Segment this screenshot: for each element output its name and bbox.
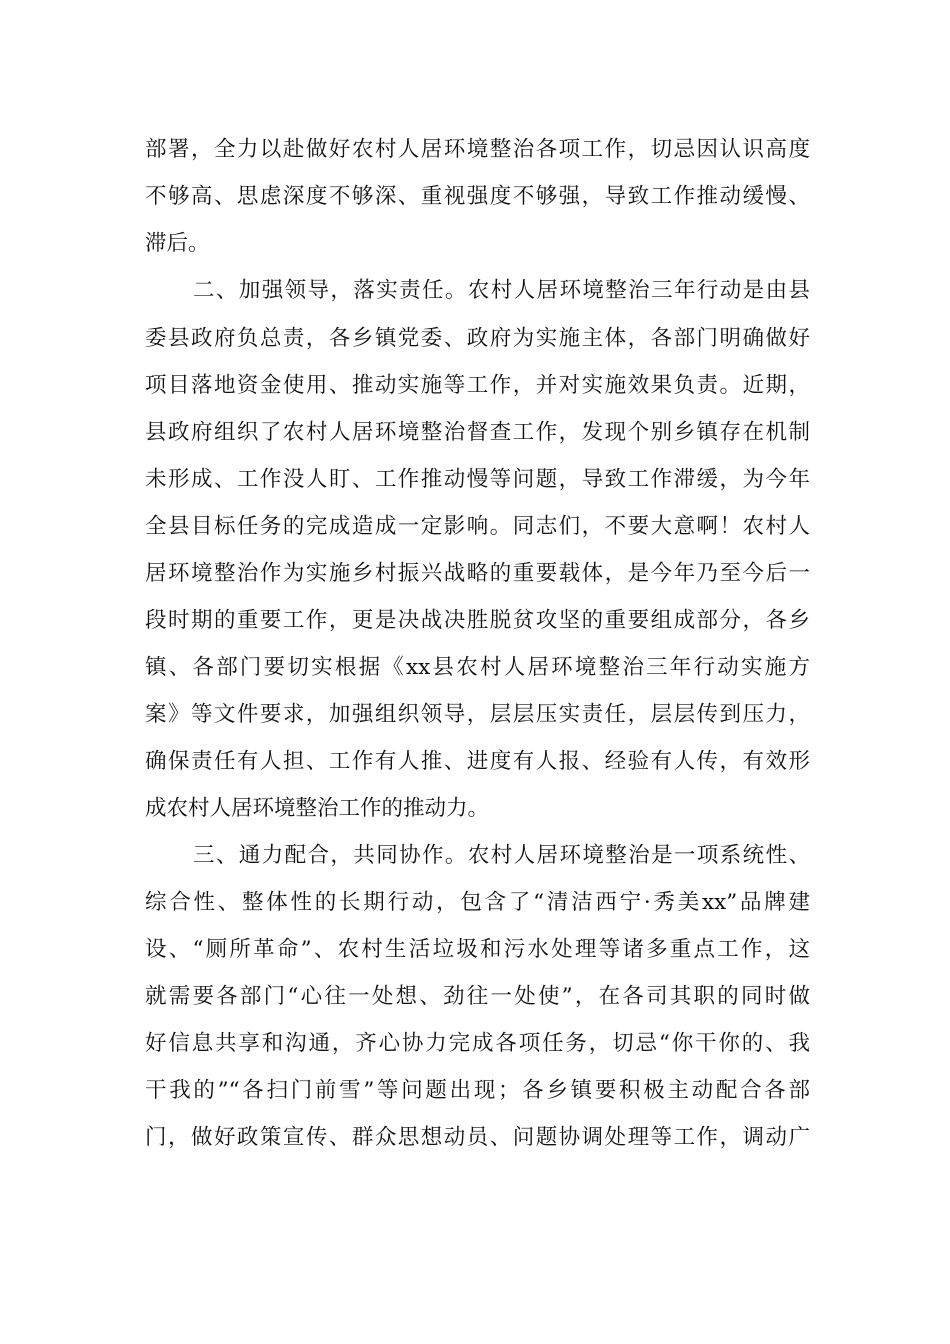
text-line: 项目落地资金使用、推动实施等工作，并对实施效果负责。近期，: [145, 373, 810, 398]
text-line: 好信息共享和沟通，齐心协力完成各项任务，切忌“你干你的、我: [145, 1031, 810, 1056]
text-line: 未形成、工作没人盯、工作推动慢等问题，导致工作滞缓，为今年: [145, 467, 810, 492]
text-line: 委县政府负总责，各乡镇党委、政府为实施主体，各部门明确做好: [145, 326, 810, 351]
text-line: 设、“厕所革命”、农村生活垃圾和污水处理等诸多重点工作，这: [145, 937, 810, 962]
text-line: 不够高、思虑深度不够深、重视强度不够强，导致工作推动缓慢、: [145, 184, 810, 209]
text-line: 全县目标任务的完成造成一定影响。同志们，不要大意啊！农村人: [145, 514, 810, 539]
text-line: 镇、各部门要切实根据《xx县农村人居环境整治三年行动实施方: [145, 655, 810, 680]
text-line: 段时期的重要工作，更是决战决胜脱贫攻坚的重要组成部分，各乡: [145, 608, 810, 633]
text-line: 部署，全力以赴做好农村人居环境整治各项工作，切忌因认识高度: [145, 137, 810, 162]
text-line: 综合性、整体性的长期行动，包含了“清洁西宁·秀美xx”品牌建: [145, 890, 810, 915]
text-line: 滞后。: [145, 231, 210, 256]
paragraph-heading-line: 三、通力配合，共同协作。农村人居环境整治是一项系统性、: [193, 843, 810, 868]
text-line: 成农村人居环境整治工作的推动力。: [145, 796, 490, 821]
text-line: 案》等文件要求，加强组织领导，层层压实责任，层层传到压力，: [145, 702, 810, 727]
text-line: 居环境整治作为实施乡村振兴战略的重要载体，是今年乃至今后一: [145, 561, 810, 586]
text-line: 就需要各部门“心往一处想、劲往一处使”，在各司其职的同时做: [145, 984, 810, 1009]
text-line: 确保责任有人担、工作有人推、进度有人报、经验有人传，有效形: [145, 749, 810, 774]
text-line: 干我的”“各扫门前雪”等问题出现；各乡镇要积极主动配合各部: [145, 1078, 810, 1103]
text-line: 门，做好政策宣传、群众思想动员、问题协调处理等工作，调动广: [145, 1125, 810, 1150]
paragraph-heading-line: 二、加强领导，落实责任。农村人居环境整治三年行动是由县: [193, 278, 810, 303]
text-line: 县政府组织了农村人居环境整治督查工作，发现个别乡镇存在机制: [145, 420, 810, 445]
